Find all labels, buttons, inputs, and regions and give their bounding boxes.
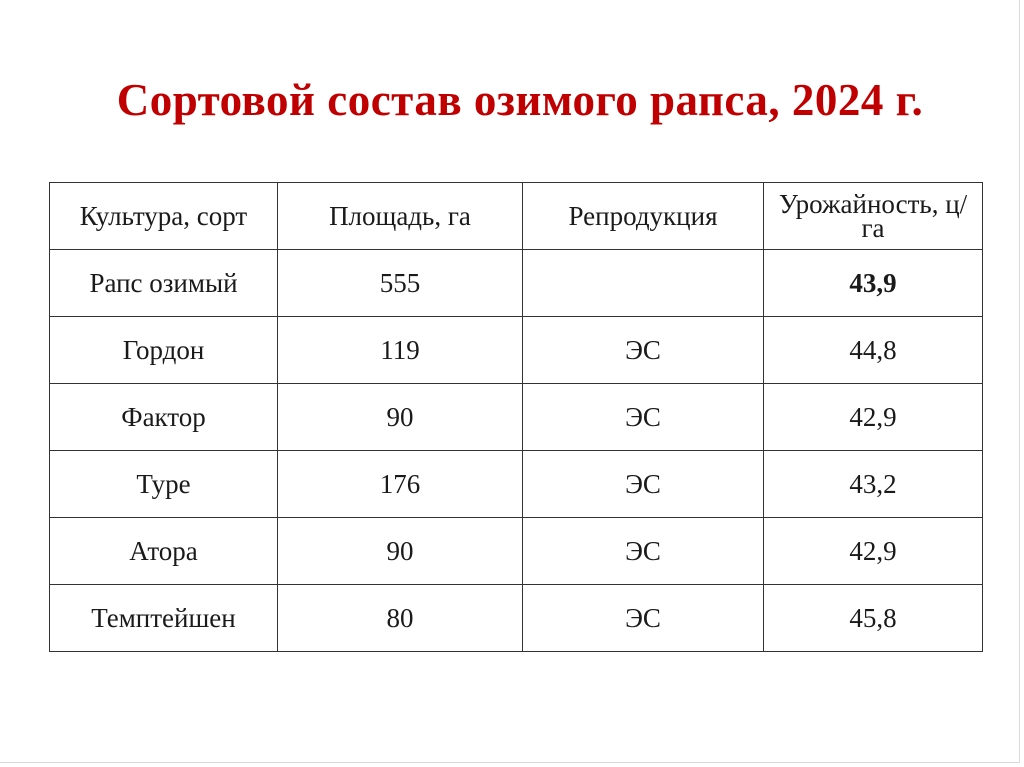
header-yield: Урожайность, ц/га: [764, 183, 983, 250]
slide-title: Сортовой состав озимого рапса, 2024 г.: [116, 75, 924, 125]
cell-crop-variety: Гордон: [50, 317, 278, 384]
cell-reproduction: ЭС: [523, 384, 764, 451]
cell-crop-variety: Фактор: [50, 384, 278, 451]
cell-crop-variety: Туре: [50, 451, 278, 518]
cell-yield: 44,8: [764, 317, 983, 384]
header-crop-variety: Культура, сорт: [50, 183, 278, 250]
table-row: [50, 384, 983, 451]
cell-reproduction: ЭС: [523, 317, 764, 384]
cell-reproduction: [523, 250, 764, 317]
header-area: Площадь, га: [278, 183, 523, 250]
table-row: [50, 585, 983, 652]
cell-reproduction: ЭС: [523, 451, 764, 518]
cell-yield: 42,9: [764, 518, 983, 585]
variety-table: [49, 182, 983, 652]
cell-area: 80: [278, 585, 523, 652]
cell-area: 176: [278, 451, 523, 518]
cell-area: 555: [278, 250, 523, 317]
cell-yield: 45,8: [764, 585, 983, 652]
cell-yield: 43,2: [764, 451, 983, 518]
cell-area: 119: [278, 317, 523, 384]
cell-crop-variety: Темптейшен: [50, 585, 278, 652]
cell-area: 90: [278, 518, 523, 585]
table-row: [50, 451, 983, 518]
cell-reproduction: ЭС: [523, 518, 764, 585]
cell-crop-variety: Атора: [50, 518, 278, 585]
table-header-row: [50, 183, 983, 250]
table-row: [50, 518, 983, 585]
table-row: [50, 317, 983, 384]
cell-crop-variety: Рапс озимый: [50, 250, 278, 317]
cell-yield: 42,9: [764, 384, 983, 451]
table-row: [50, 250, 983, 317]
cell-reproduction: ЭС: [523, 585, 764, 652]
header-reproduction: Репродукция: [523, 183, 764, 250]
cell-area: 90: [278, 384, 523, 451]
cell-yield-total: 43,9: [764, 250, 983, 317]
